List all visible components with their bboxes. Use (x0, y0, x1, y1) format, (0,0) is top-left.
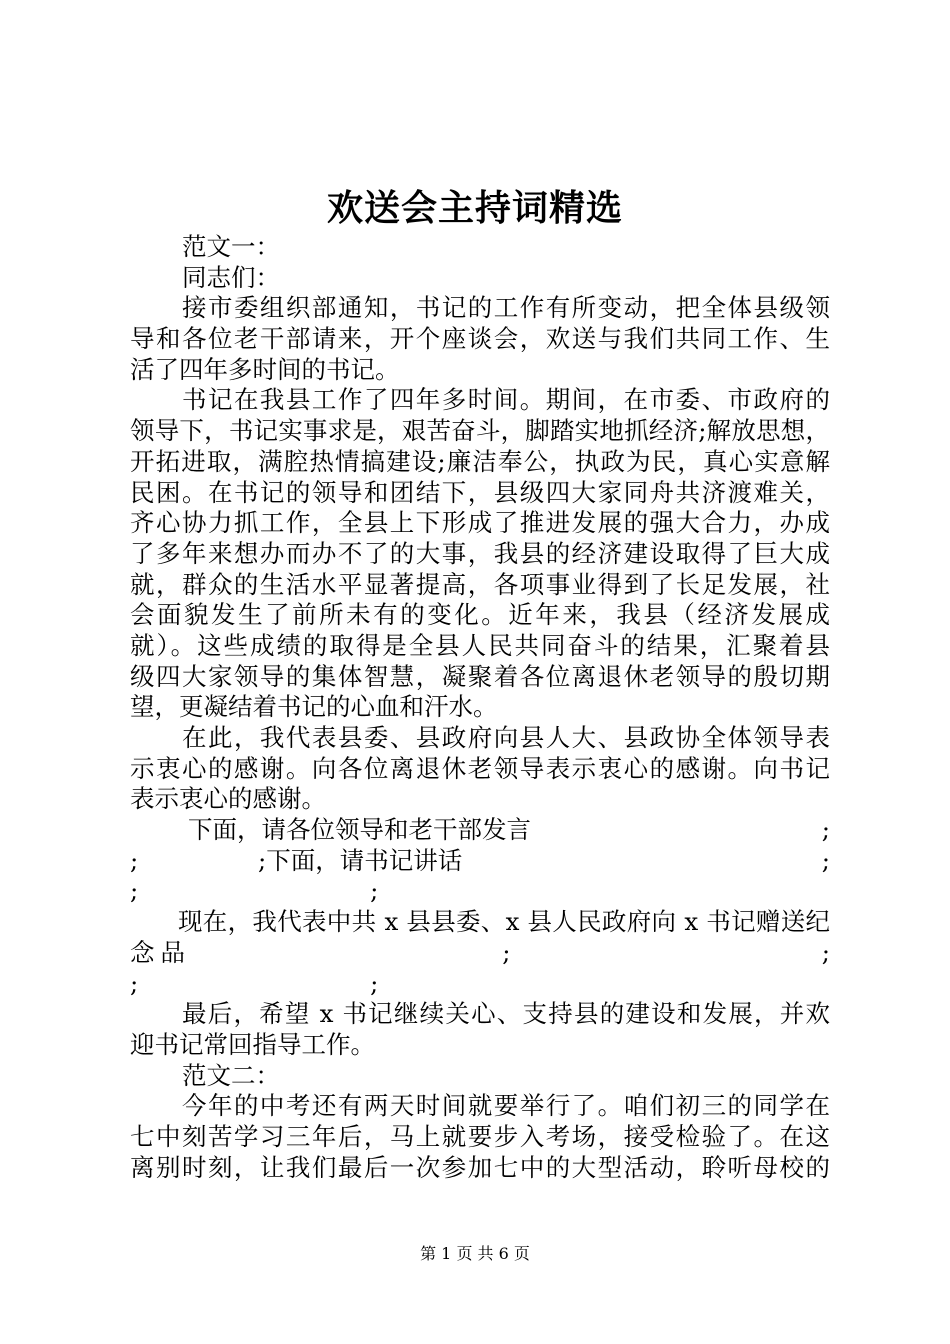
line-segment: ; (130, 876, 139, 906)
paragraph-line (130, 938, 830, 969)
line-segment: ; (821, 815, 830, 845)
paragraph-line: 七中刻苦学习三年后，马上就要步入考场，接受检验了。在这 (130, 1121, 830, 1151)
line-segment: ; (370, 968, 379, 998)
paragraph-line: 领导下，书记实事求是，艰苦奋斗，脚踏实地抓经济;解放思想， (130, 416, 830, 446)
paragraph-line: 书记在我县工作了四年多时间。期间，在市委、市政府的 (182, 385, 830, 415)
paragraph-line: 会面貌发生了前所未有的变化。近年来，我县（经济发展成 (130, 600, 830, 630)
paragraph-line: 今年的中考还有两天时间就要举行了。咱们初三的同学在 (182, 1091, 830, 1121)
line-segment: ; (502, 937, 511, 967)
paragraph-line (130, 969, 830, 1000)
paragraph-line: 在此，我代表县委、县政府向县人大、县政协全体领导表 (182, 723, 830, 752)
paragraph-line: 齐心协力抓工作，全县上下形成了推进发展的强大合力，办成 (130, 508, 830, 538)
line-segment: ; (821, 845, 830, 875)
paragraph-line: 民困。在书记的领导和团结下，县级四大家同舟共济渡难关， (130, 477, 830, 507)
line-segment (582, 846, 702, 877)
paragraph-line: 望，更凝结着书记的心血和汗水。 (130, 692, 498, 722)
paragraph-line (130, 846, 830, 877)
salutation: 同志们： (182, 262, 280, 292)
paragraph-line: 离别时刻，让我们最后一次参加七中的大型活动，聆听母校的 (130, 1152, 830, 1182)
section-heading-2: 范文二： (182, 1060, 280, 1090)
paragraph-line: 活了四年多时间的书记。 (130, 354, 400, 384)
document-body (130, 232, 830, 1183)
line-segment: 下面，请各位领导和老干部发言 (188, 815, 531, 845)
line-segment: ;下面，请书记讲话 (258, 845, 463, 875)
paragraph-line (130, 876, 830, 907)
line-segment: ; (130, 845, 139, 875)
paragraph-line: 接市委组织部通知，书记的工作有所变动，把全体县级领 (182, 293, 830, 323)
line-segment: ; (370, 876, 379, 906)
line-segment: ; (821, 937, 830, 967)
section-heading-1: 范文一： (182, 232, 280, 261)
paragraph-line: 就）。这些成绩的取得是全县人民共同奋斗的结果，汇聚着县 (130, 630, 830, 660)
document-title: 欢送会主持词精选 (326, 187, 623, 229)
line-segment: ; (130, 968, 139, 998)
paragraph-line: 现在，我代表中共 x 县县委、x 县人民政府向 x 书记赠送纪 (178, 907, 830, 937)
paragraph-line: 就，群众的生活水平显著提高，各项事业得到了长足发展，社 (130, 569, 830, 599)
paragraph-line: 迎书记常回指导工作。 (130, 1029, 375, 1059)
paragraph-line: 示衷心的感谢。向各位离退休老领导表示衷心的感谢。向书记 (130, 753, 830, 783)
paragraph-line: 级四大家领导的集体智慧，凝聚着各位离退休老领导的殷切期 (130, 661, 830, 691)
paragraph-line: 表示衷心的感谢。 (130, 784, 326, 814)
paragraph-line: 开拓进取，满腔热情搞建设;廉洁奉公，执政为民，真心实意解 (130, 446, 830, 476)
paragraph-line (130, 815, 830, 846)
paragraph-line: 最后，希望 x 书记继续关心、支持县的建设和发展，并欢 (182, 999, 830, 1029)
paragraph-line: 了多年来想办而办不了的大事，我县的经济建设取得了巨大成 (130, 538, 830, 568)
paragraph-line: 导和各位老干部请来，开个座谈会，欢送与我们共同工作、生 (130, 324, 830, 354)
line-segment: 念品 (130, 937, 191, 967)
page-footer: 第 1 页 共 6 页 (420, 1244, 530, 1263)
